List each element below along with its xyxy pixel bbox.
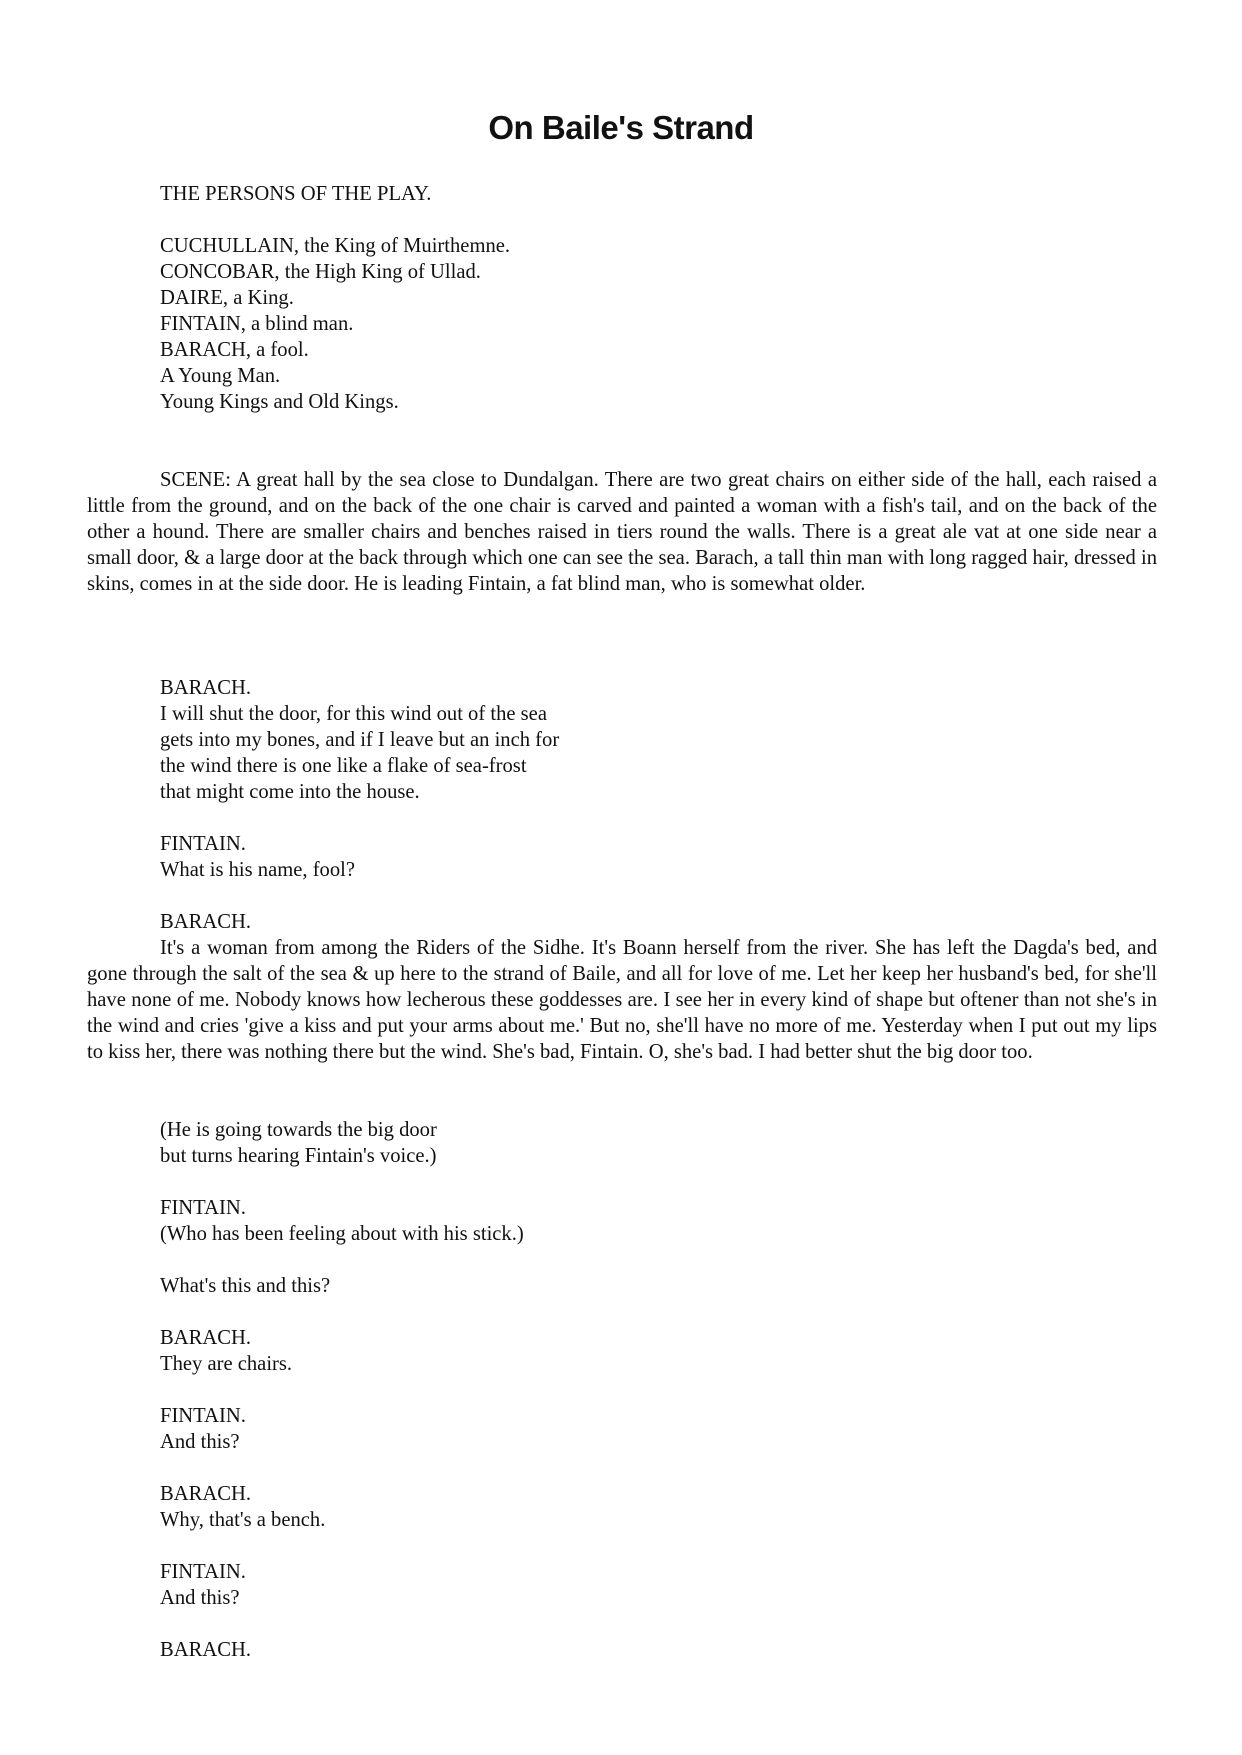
speech-barach-2-speaker [160, 909, 920, 935]
speech-fintain-1 [160, 831, 920, 883]
persons-list [160, 233, 920, 415]
dialogue-line: I will shut the door, for this wind out of the sea [160, 703, 547, 725]
dialogue-line: What is his name, fool? [160, 859, 356, 881]
speaker-name: BARACH. [160, 1639, 251, 1661]
dialogue-line: And this? [160, 1587, 240, 1609]
speech-barach-2-text: It's a woman from among the Riders of the Sidhe. It's Boann herself from the river. She has left the Dagda's bed, and gone through the salt of the sea & up here to the strand of Baile, and all for love of me. Let her keep her husband's bed, for she'll have none of me. Nobody knows how lecherous these goddesses are. I see her in every kind of shape but oftener than not she's in the wind and cries 'give a kiss and put your arms about me.' But no, she'll have no more of me. Yesterday when I put out my lips to kiss her, there was nothing there but the wind. She's bad, Fintain. O, she's bad. I had better shut the big door too. [87, 937, 1157, 1063]
speech-barach-1 [160, 675, 920, 805]
page-title: On Baile's Strand [488, 109, 754, 146]
dialogue-line: that might come into the house. [160, 781, 420, 803]
speech-fintain-4 [160, 1559, 920, 1611]
dialogue-line: the wind there is one like a flake of sea-frost [160, 755, 527, 777]
stage-direction-line: but turns hearing Fintain's voice.) [160, 1145, 437, 1167]
dialogue-line: gets into my bones, and if I leave but an inch for [160, 729, 560, 751]
speaker-name: BARACH. [160, 1327, 251, 1349]
speech-barach-5 [160, 1637, 920, 1663]
speaker-name: FINTAIN. [160, 1405, 246, 1427]
person-item: CONCOBAR, the High King of Ullad. [160, 261, 481, 283]
person-item: FINTAIN, a blind man. [160, 313, 354, 335]
speech-barach-3 [160, 1325, 920, 1377]
person-item: CUCHULLAIN, the King of Muirthemne. [160, 235, 511, 257]
speech-fintain-2 [160, 1195, 920, 1247]
speaker-name: FINTAIN. [160, 1197, 246, 1219]
speaker-name: FINTAIN. [160, 833, 246, 855]
stage-direction-1 [160, 1117, 920, 1169]
dialogue-line: Why, that's a bench. [160, 1509, 326, 1531]
person-item: Young Kings and Old Kings. [160, 391, 399, 413]
person-item: BARACH, a fool. [160, 339, 309, 361]
speaker-name: BARACH. [160, 677, 251, 699]
person-item: DAIRE, a King. [160, 287, 294, 309]
speech-fintain-3 [160, 1403, 920, 1455]
person-item: A Young Man. [160, 365, 281, 387]
speaker-name: FINTAIN. [160, 1561, 246, 1583]
dialogue-line: What's this and this? [160, 1275, 331, 1297]
dialogue-whats-this [160, 1273, 920, 1299]
speaker-name: BARACH. [160, 1483, 251, 1505]
persons-heading [160, 181, 920, 207]
stage-direction-line: (Who has been feeling about with his stick.) [160, 1223, 524, 1245]
speech-barach-4 [160, 1481, 920, 1533]
dialogue-line: And this? [160, 1431, 240, 1453]
speaker-name: BARACH. [160, 911, 251, 933]
scene-description: SCENE: A great hall by the sea close to Dundalgan. There are two great chairs on either side of the hall, each raised a little from the ground, and on the back of the one chair is carved and painted a woman with a fish's tail, and on the back of the other a hound. There are smaller chairs and benches raised in tiers round the walls. There is a great ale vat at one side near a small door, & a large door at the back through which one can see the sea. Barach, a tall thin man with long ragged hair, dressed in skins, comes in at the side door. He is leading Fintain, a fat blind man, who is somewhat older. [87, 469, 1157, 595]
stage-direction-line: (He is going towards the big door [160, 1119, 437, 1141]
persons-heading-text: THE PERSONS OF THE PLAY. [160, 183, 432, 205]
dialogue-line: They are chairs. [160, 1353, 293, 1375]
